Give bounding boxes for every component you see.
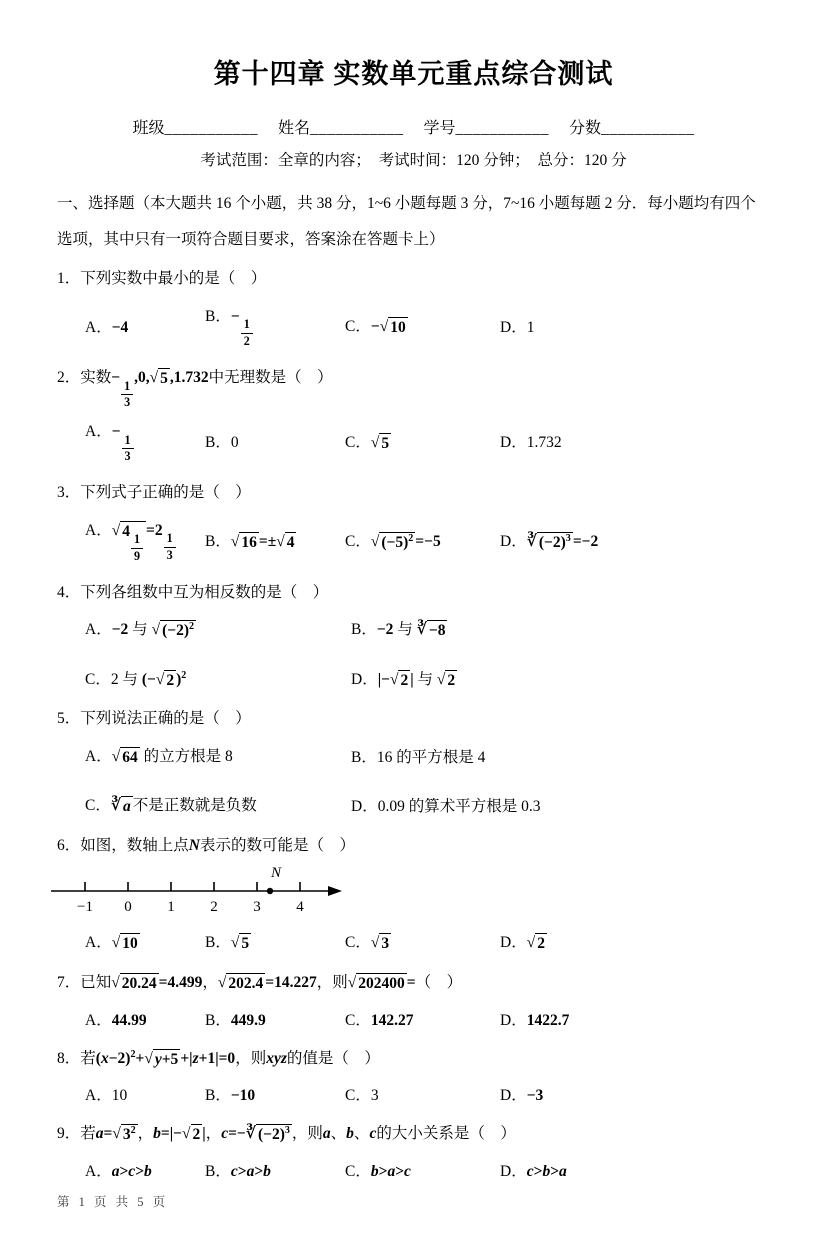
question-6-option-c: C． √ 3 xyxy=(345,934,390,953)
student-info-row xyxy=(57,115,770,138)
question-1-option-b: B．− $\frac{1}{2}$ xyxy=(205,297,345,356)
section-heading: 一、选择题（本大题共 16 个小题，共 38 分，1~6 小题每题 3 分，7~16 小题每题 2 分．每小题均有四个选项，其中只有一项符合题目要求，答案涂在答题卡上） xyxy=(57,195,756,249)
question-1 xyxy=(57,263,770,356)
question-1-options xyxy=(85,297,770,356)
question-1-option-a: A．−4 xyxy=(85,319,129,337)
question-5 xyxy=(57,703,770,824)
tick-label-minus1: −1 xyxy=(77,899,93,916)
question-7-options xyxy=(85,1001,770,1037)
exam-info-line: 考试范围：全章的内容； 考试时间：120 分钟； 总分：120 分 xyxy=(200,152,627,169)
field-student-number xyxy=(424,115,550,138)
question-7-option-c: C．142.27 xyxy=(345,1011,414,1029)
question-8-option-b: B．−10 xyxy=(205,1087,256,1105)
question-1-option-d: D．1 xyxy=(500,319,535,337)
question-5-stem: 5．下列说法正确的是（ ） xyxy=(57,710,251,728)
question-5-option-b: B．16 的平方根是 4 xyxy=(351,748,486,766)
question-7 xyxy=(57,967,770,1037)
question-6 xyxy=(57,830,770,961)
field-student-number-blank: ___________ xyxy=(455,120,550,137)
question-3-option-c: C． √ $(-5)^2$ =−5 xyxy=(345,532,441,551)
question-4-option-d: D．|− √ 2 | 与 √ 2 xyxy=(351,670,456,689)
question-2 xyxy=(57,362,770,471)
question-4 xyxy=(57,577,770,698)
question-9-option-a: A．a>c>b xyxy=(85,1163,152,1181)
field-name-blank: ___________ xyxy=(310,120,404,137)
question-2-option-d: D．1.732 xyxy=(500,434,562,452)
question-8-option-a: A．10 xyxy=(85,1087,128,1105)
field-score-blank: ___________ xyxy=(601,120,695,137)
field-score xyxy=(569,115,695,138)
question-5-option-d: D．0.09 的算术平方根是 0.3 xyxy=(351,797,541,815)
question-5-option-c: C． ∛ a 不是正数就是负数 xyxy=(85,797,257,816)
question-1-option-c: C．− √ 10 xyxy=(345,318,406,337)
tick-label-0: 0 xyxy=(124,899,132,916)
question-2-options xyxy=(85,412,770,471)
number-line-figure xyxy=(49,865,359,923)
question-5-option-a: A． √ 64 的立方根是 8 xyxy=(85,747,233,766)
question-7-option-d: D．1422.7 xyxy=(500,1011,570,1029)
field-student-number-label: 学号 xyxy=(423,120,456,137)
question-9-option-c: C．b>a>c xyxy=(345,1163,411,1181)
field-name-label: 姓名 xyxy=(277,120,310,137)
question-4-options xyxy=(85,610,770,697)
tick-label-1: 1 xyxy=(167,899,175,916)
tick-label-4: 4 xyxy=(296,899,304,916)
field-class xyxy=(132,115,258,138)
question-3-option-b: B． √ 16 =± √ 4 xyxy=(205,532,295,551)
question-3-stem: 3．下列式子正确的是（ ） xyxy=(57,483,251,501)
question-3 xyxy=(57,477,770,571)
question-1-stem: 1．下列实数中最小的是（ ） xyxy=(57,269,267,287)
question-8-options xyxy=(85,1076,770,1112)
page-footer: 第 1 页 共 5 页 xyxy=(57,1195,169,1210)
question-8-stem: 8．若$(x-2)^2+$ √ y+5 +|z+1|=0，则xyz的值是（ ） xyxy=(57,1048,380,1068)
question-3-option-a: A． √ 4 $\frac{1}{9}$ =2 $\frac{1}{3}$ xyxy=(85,511,205,571)
tick-label-2: 2 xyxy=(210,899,218,916)
question-8-option-c: C．3 xyxy=(345,1087,379,1105)
question-6-option-a: A． √ 10 xyxy=(85,934,138,953)
question-3-options xyxy=(85,511,770,571)
field-class-blank: ___________ xyxy=(164,120,258,137)
question-9 xyxy=(57,1118,770,1188)
question-7-option-b: B．449.9 xyxy=(205,1011,266,1029)
field-score-label: 分数 xyxy=(569,120,602,137)
field-name xyxy=(278,115,404,138)
question-2-option-c: C． √ 5 xyxy=(345,433,390,452)
question-9-option-d: D．c>b>a xyxy=(500,1163,567,1181)
question-6-stem: 6．如图，数轴上点N表示的数可能是（ ） xyxy=(57,836,355,854)
question-6-options xyxy=(85,923,770,960)
field-class-label: 班级 xyxy=(132,120,165,137)
question-6-option-d: D． √ 2 xyxy=(500,934,545,953)
question-2-option-b: B．0 xyxy=(205,434,239,452)
question-2-option-a: A．− $\frac{1}{3}$ xyxy=(85,412,205,471)
question-7-option-a: A．44.99 xyxy=(85,1011,147,1029)
question-9-stem: 9．若a= √ $3^2$ ，b=|− √ 2 |，c=− ∛ $(-2)^3$ ，则a、b、c的大小关系是（ ） xyxy=(57,1125,516,1144)
question-9-option-b: B．c>a>b xyxy=(205,1163,271,1181)
point-n-dot xyxy=(267,888,273,894)
axis-arrowhead-icon xyxy=(328,886,342,896)
question-4-option-c: C．2 与 (− √ 2 )$^2$ xyxy=(85,669,187,689)
tick-label-3: 3 xyxy=(253,899,261,916)
question-5-options xyxy=(85,737,770,824)
point-n-label: N xyxy=(271,865,282,882)
page-title: 第十四章 实数单元重点综合测试 xyxy=(213,59,614,89)
question-4-option-b: B．−2 与 ∛ −8 xyxy=(351,621,446,640)
question-8-option-d: D．−3 xyxy=(500,1087,544,1105)
question-9-options xyxy=(85,1152,770,1188)
question-4-stem: 4．下列各组数中互为相反数的是（ ） xyxy=(57,583,329,601)
question-7-stem: 7．已知 √ 20.24 =4.499， √ 202.4 =14.227，则 √ 202400 =（ ） xyxy=(57,973,463,992)
question-6-option-b: B． √ 5 xyxy=(205,934,250,953)
question-4-option-a: A．−2 与 √ $(-2)^2$ xyxy=(85,621,195,640)
question-2-stem: 2．实数− $\frac{1}{3}$ ,0, √ 5 ,1.732中无理数是（ ） xyxy=(57,368,333,409)
question-8 xyxy=(57,1043,770,1113)
question-3-option-d: D． ∛ $(-2)^3$ =−2 xyxy=(500,532,599,551)
